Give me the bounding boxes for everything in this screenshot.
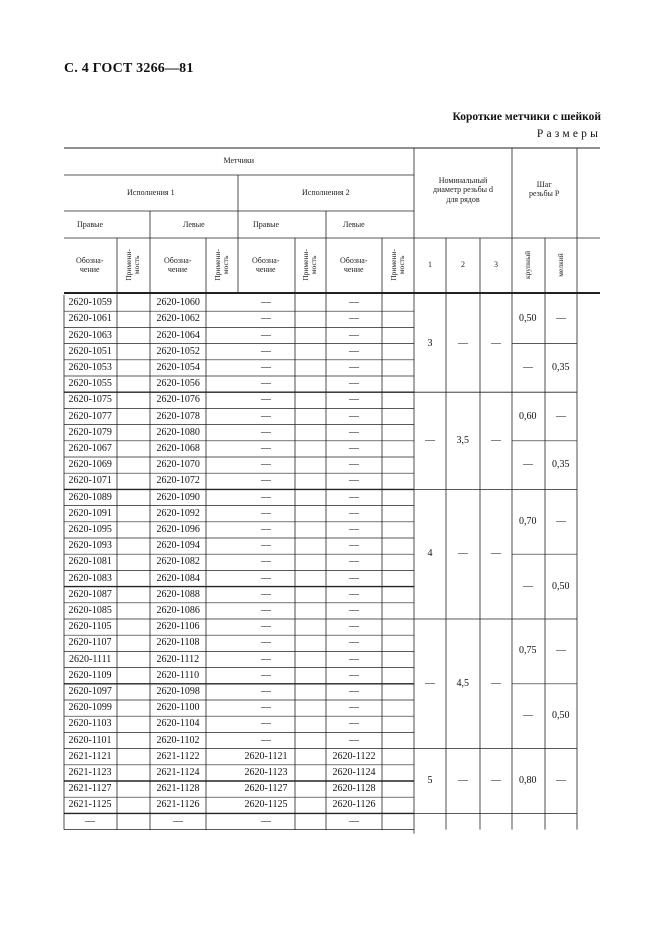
table-cell: 2621-1126 <box>156 799 200 811</box>
pitch-coarse: 0,80 <box>519 775 537 786</box>
table-cell: — <box>261 572 271 584</box>
pitch-coarse: — <box>523 361 533 373</box>
header-fine: мелкий <box>555 253 565 277</box>
table-cell: — <box>349 361 359 373</box>
table-cell: 2620-1094 <box>156 540 200 552</box>
table-title: Короткие метчики с шейкой <box>452 111 601 123</box>
table-cell: — <box>261 702 271 714</box>
table-cell: 2620-1078 <box>156 410 200 422</box>
table-cell: 2621-1125 <box>68 799 112 811</box>
diameter-row3: — <box>491 548 501 560</box>
table-cell: 2620-1112 <box>156 653 200 665</box>
diameter-row1: 5 <box>427 775 433 786</box>
table-cell: 2620-1098 <box>156 685 200 697</box>
table-cell: — <box>261 329 271 341</box>
table-cell: — <box>349 523 359 535</box>
table-cell: 2620-1083 <box>68 572 112 584</box>
diameter-row1: — <box>425 434 435 446</box>
table-cell: — <box>349 475 359 487</box>
table-cell: — <box>261 523 271 535</box>
table-cell: — <box>261 297 271 309</box>
header-designation: Обозна- чение <box>164 255 192 275</box>
table-cell: 2620-1082 <box>156 556 200 568</box>
table-cell: 2620-1076 <box>156 394 200 406</box>
diameter-row1: 4 <box>427 548 433 560</box>
pitch-coarse: — <box>523 710 533 722</box>
table-cell: — <box>261 653 271 665</box>
table-subtitle: Размеры <box>536 128 601 140</box>
header-left-1: Левые <box>183 220 205 229</box>
table-cell: — <box>261 540 271 552</box>
table-cell: — <box>261 556 271 568</box>
table-cell: 2620-1061 <box>68 313 112 325</box>
header-right-1: Правые <box>77 220 104 229</box>
table-cell: 2620-1095 <box>68 523 112 535</box>
pitch-fine: — <box>556 410 566 422</box>
header-right-2: Правые <box>253 220 280 229</box>
header-coarse: крупный <box>523 250 533 279</box>
header-pitch: Шаг резьбы P <box>529 179 560 199</box>
table-cell: — <box>261 491 271 503</box>
table-cell: 2621-1123 <box>68 766 112 778</box>
table-cell: 2620-1100 <box>156 702 200 714</box>
table-cell: 2620-1086 <box>156 604 200 616</box>
diameter-row3: — <box>491 434 501 446</box>
table-cell: 2620-1080 <box>156 426 200 438</box>
table-cell: — <box>261 637 271 649</box>
table-cell: — <box>349 426 359 438</box>
table-cell: 2620-1056 <box>156 378 200 390</box>
diameter-row2: 3,5 <box>456 434 469 446</box>
table-cell: — <box>261 378 271 390</box>
table-cell: 2620-1062 <box>156 313 200 325</box>
table-cell: — <box>261 604 271 616</box>
header-designation: Обозна- чение <box>76 255 104 275</box>
table-cell: — <box>349 297 359 309</box>
diameter-row2: — <box>458 775 468 786</box>
pitch-coarse: 0,75 <box>519 645 537 657</box>
table-cell: 2621-1124 <box>156 766 200 778</box>
table-cell: — <box>261 507 271 519</box>
header-designation: Обозна- чение <box>252 255 280 275</box>
table-cell: — <box>349 345 359 357</box>
table-cell: — <box>85 815 95 827</box>
table-cell: — <box>349 507 359 519</box>
header-version2: Исполнения 2 <box>302 188 350 197</box>
table-cell: — <box>349 442 359 454</box>
diameter-row1: — <box>425 677 435 689</box>
pitch-fine: — <box>556 515 566 527</box>
header-taps: Метчики <box>223 156 255 165</box>
table-cell: — <box>261 621 271 633</box>
header-row-3: 3 <box>494 260 498 269</box>
pitch-fine: — <box>556 313 566 325</box>
table-cell: 2620-1093 <box>68 540 112 552</box>
table-cell: 2620-1064 <box>156 329 200 341</box>
table-cell: 2620-1092 <box>156 507 200 519</box>
header-applicability: Примени- мость <box>124 248 141 281</box>
table-cell: — <box>261 718 271 730</box>
pitch-fine: — <box>556 645 566 657</box>
table-cell: 2620-1122 <box>332 750 376 762</box>
table-cell: 2621-1127 <box>68 783 112 795</box>
header-version1: Исполнения 1 <box>127 188 175 197</box>
table-cell: 2620-1110 <box>156 669 200 681</box>
table-cell: — <box>349 604 359 616</box>
table-cell: 2621-1121 <box>68 750 112 762</box>
diameter-row2: 4,5 <box>456 677 469 689</box>
diameter-row3: — <box>491 677 501 689</box>
table-cell: — <box>349 394 359 406</box>
header-row-1: 1 <box>428 260 432 269</box>
table-cell: 2620-1084 <box>156 572 200 584</box>
table-cell: 2620-1108 <box>156 637 200 649</box>
table-cell: 2620-1069 <box>68 459 112 471</box>
header-applicability: Примени- мость <box>213 248 230 281</box>
pitch-coarse: 0,70 <box>519 515 537 527</box>
table-cell: 2620-1054 <box>156 361 200 373</box>
table-cell: — <box>349 572 359 584</box>
table-cell: — <box>349 702 359 714</box>
header-left-2: Левые <box>343 220 365 229</box>
header-nominal: Номинальный диаметр резьбы d для рядов <box>433 175 494 204</box>
pitch-coarse: 0,50 <box>519 313 537 325</box>
table-cell: — <box>349 313 359 325</box>
table-cell: — <box>261 475 271 487</box>
table-cell: 2620-1055 <box>68 378 112 390</box>
header-applicability: Примени- мость <box>301 248 318 281</box>
pitch-fine: 0,35 <box>552 459 570 471</box>
table-cell: 2620-1101 <box>68 734 112 746</box>
table-cell: 2620-1107 <box>68 637 112 649</box>
table-cell: 2620-1125 <box>244 799 288 811</box>
table-cell: 2620-1106 <box>156 621 200 633</box>
table-cell: — <box>349 588 359 600</box>
table-cell: 2620-1085 <box>68 604 112 616</box>
table-cell: 2620-1079 <box>68 426 112 438</box>
table-cell: — <box>349 540 359 552</box>
table-cell: 2620-1103 <box>68 718 112 730</box>
table-cell: — <box>349 815 359 827</box>
table-cell: 2620-1121 <box>244 750 288 762</box>
table-cell: 2620-1096 <box>156 523 200 535</box>
table-cell: 2620-1067 <box>68 442 112 454</box>
table-cell: 2620-1051 <box>68 345 112 357</box>
table-cell: 2620-1071 <box>68 475 112 487</box>
table-cell: 2620-1128 <box>332 783 376 795</box>
pitch-fine: — <box>556 775 566 786</box>
pitch-coarse: — <box>523 580 533 592</box>
table-cell: — <box>349 669 359 681</box>
diameter-row3: — <box>491 775 501 786</box>
table-cell: — <box>349 491 359 503</box>
table-cell: — <box>261 685 271 697</box>
table-cell: — <box>349 378 359 390</box>
table-cell: 2620-1124 <box>332 766 376 778</box>
table-cell: 2620-1077 <box>68 410 112 422</box>
table-cell: — <box>261 313 271 325</box>
table-cell: 2620-1070 <box>156 459 200 471</box>
header-designation: Обозна- чение <box>340 255 368 275</box>
table-cell: 2620-1053 <box>68 361 112 373</box>
diameter-row3: — <box>491 337 501 349</box>
table-cell: 2620-1102 <box>156 734 200 746</box>
table-cell: — <box>349 685 359 697</box>
table-cell: — <box>261 394 271 406</box>
table-cell: — <box>349 556 359 568</box>
table-cell: 2620-1127 <box>244 783 288 795</box>
header-applicability: Примени- мость <box>389 248 406 281</box>
table-cell: 2620-1111 <box>69 653 112 665</box>
pitch-coarse: 0,60 <box>519 410 537 422</box>
table-cell: 2620-1109 <box>68 669 112 681</box>
table-cell: 2620-1105 <box>68 621 112 633</box>
table-cell: — <box>261 734 271 746</box>
table-cell: — <box>349 734 359 746</box>
diameter-row1: 3 <box>427 337 433 349</box>
diameter-row2: — <box>458 548 468 560</box>
pitch-fine: 0,50 <box>552 710 570 722</box>
table-cell: — <box>261 588 271 600</box>
table-cell: — <box>261 442 271 454</box>
table-cell: 2621-1122 <box>156 750 200 762</box>
table-cell: — <box>261 361 271 373</box>
page-header: С. 4 ГОСТ 3266—81 <box>64 61 194 76</box>
table-cell: — <box>173 815 183 827</box>
diameter-row2: — <box>458 337 468 349</box>
table-cell: 2620-1072 <box>156 475 200 487</box>
table-cell: — <box>349 718 359 730</box>
table-cell: 2620-1059 <box>68 297 112 309</box>
table-cell: 2620-1099 <box>68 702 112 714</box>
pitch-fine: 0,35 <box>552 361 570 373</box>
pitch-fine: 0,50 <box>552 580 570 592</box>
table-cell: 2620-1075 <box>68 394 112 406</box>
table-cell: 2620-1089 <box>68 491 112 503</box>
table-cell: 2620-1068 <box>156 442 200 454</box>
table-cell: — <box>349 329 359 341</box>
pitch-coarse: — <box>523 459 533 471</box>
table-cell: 2620-1123 <box>244 766 288 778</box>
table-cell: 2620-1091 <box>68 507 112 519</box>
table-cell: — <box>349 459 359 471</box>
table-cell: — <box>349 621 359 633</box>
table-cell: 2620-1081 <box>68 556 112 568</box>
table-cell: — <box>261 669 271 681</box>
table-cell: — <box>261 426 271 438</box>
table-cell: — <box>261 345 271 357</box>
table-cell: 2620-1088 <box>156 588 200 600</box>
table-cell: — <box>261 815 271 827</box>
table-cell: 2620-1097 <box>68 685 112 697</box>
table-cell: 2621-1128 <box>156 783 200 795</box>
table-cell: — <box>261 459 271 471</box>
table-cell: 2620-1087 <box>68 588 112 600</box>
header-row-2: 2 <box>461 260 465 269</box>
table-cell: 2620-1104 <box>156 718 200 730</box>
table-cell: — <box>261 410 271 422</box>
table-cell: — <box>349 637 359 649</box>
table-cell: — <box>349 653 359 665</box>
table-cell: 2620-1063 <box>68 329 112 341</box>
table-cell: — <box>349 410 359 422</box>
table-cell: 2620-1060 <box>156 297 200 309</box>
table-cell: 2620-1090 <box>156 491 200 503</box>
table-cell: 2620-1126 <box>332 799 376 811</box>
table-cell: 2620-1052 <box>156 345 200 357</box>
